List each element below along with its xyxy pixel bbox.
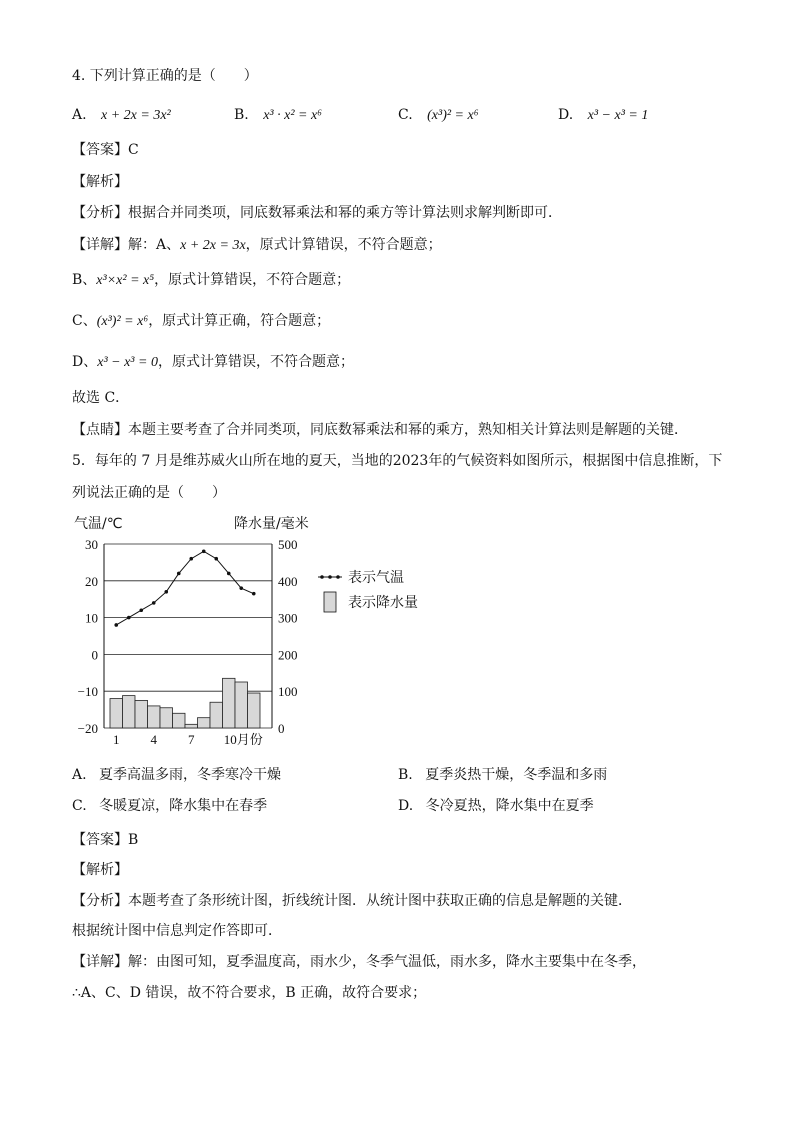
precip-bar xyxy=(173,713,186,728)
precip-bar xyxy=(223,678,236,728)
left-tick-label: −20 xyxy=(77,721,98,736)
q5-analysis-title: 【解析】 xyxy=(72,862,128,878)
legend-line-dot xyxy=(336,575,340,579)
x-tick-label: 1 xyxy=(113,732,120,747)
right-axis-title: 降水量/毫米 xyxy=(234,516,309,532)
q4-fenxi: 【分析】根据合并同类项，同底数幂乘法和幂的乘方等计算法则求解判断即可． xyxy=(72,205,562,221)
precip-bar xyxy=(148,706,161,728)
q5-option-b[interactable] xyxy=(398,765,607,785)
right-tick-label: 100 xyxy=(278,684,298,700)
q5-stem-line2: 列说法正确的是（ ） xyxy=(72,485,226,501)
temp-point xyxy=(202,550,206,554)
chart-legend xyxy=(318,569,418,612)
precip-bar xyxy=(235,682,248,728)
left-axis-title: 气温/℃ xyxy=(74,516,123,532)
left-tick-label: 30 xyxy=(85,537,98,552)
q4-detail-b xyxy=(72,270,350,291)
climate-chart xyxy=(66,510,446,750)
left-tick-label: 10 xyxy=(85,610,98,626)
option-expr: x³ − x³ = 1 xyxy=(587,108,649,123)
precip-bar xyxy=(248,693,261,728)
right-tick-label: 300 xyxy=(278,610,298,626)
detail-prefix: B、 xyxy=(72,272,97,288)
temp-point xyxy=(139,608,143,612)
option-letter: C. xyxy=(398,107,413,123)
q4-conclusion: 故选 C． xyxy=(72,390,130,406)
option-text: 夏季高温多雨，冬季寒冷干燥 xyxy=(99,767,282,783)
q4-stem: 4. 下列计算正确的是（ ） xyxy=(72,68,258,84)
detail-text: ，原式计算正确，符合题意； xyxy=(148,313,331,329)
detail-text: ，原式计算错误，不符合题意； xyxy=(245,237,442,253)
detail-expr: (x³)² = x⁶ xyxy=(96,314,149,329)
q5-detail2: ∴A、C、D 错误，故不符合要求，B 正确，故符合要求； xyxy=(72,985,427,1001)
temp-point xyxy=(189,557,193,561)
precipitation-bars xyxy=(110,678,260,728)
q4-option-a[interactable] xyxy=(72,105,171,126)
option-expr: x³ · x² = x⁶ xyxy=(263,108,323,123)
detail-text: ，原式计算错误，不符合题意； xyxy=(154,272,351,288)
precip-bar xyxy=(110,699,123,728)
q4-answer: 【答案】C xyxy=(72,142,139,158)
temp-point xyxy=(177,572,181,576)
legend-precip-label: 表示降水量 xyxy=(348,595,418,611)
detail-prefix: D、 xyxy=(72,354,98,370)
x-tick-label: 10月份 xyxy=(223,732,263,747)
q4-dianjing: 【点睛】本题主要考查了合并同类项，同底数幂乘法和幂的乘方，熟知相关计算法则是解题的关键． xyxy=(72,422,688,438)
precip-bar xyxy=(135,700,148,728)
left-tick-label: −10 xyxy=(77,684,98,700)
temp-polyline xyxy=(116,551,254,625)
option-text: 冬冷夏热，降水集中在夏季 xyxy=(425,798,594,814)
q4-option-b[interactable] xyxy=(234,105,322,126)
detail-prefix: C、 xyxy=(72,313,97,329)
option-letter: C. xyxy=(72,798,87,814)
chart-labels xyxy=(74,515,309,747)
option-letter: A. xyxy=(72,107,87,123)
option-letter: A. xyxy=(72,767,87,783)
legend-line-dot xyxy=(328,575,332,579)
option-letter: D. xyxy=(398,798,414,814)
q5-fenxi2: 根据统计图中信息判定作答即可． xyxy=(72,923,282,939)
right-tick-label: 200 xyxy=(278,647,298,663)
detail-prefix: 【详解】解：A、 xyxy=(72,237,181,253)
right-tick-label: 400 xyxy=(278,573,298,589)
q4-analysis-title: 【解析】 xyxy=(72,174,128,190)
precip-bar xyxy=(210,702,223,728)
legend-line-dot xyxy=(320,575,324,579)
option-expr: (x³)² = x⁶ xyxy=(427,108,479,123)
temp-point xyxy=(252,592,256,596)
legend-temp-label: 表示气温 xyxy=(348,570,404,586)
q5-detail: 【详解】解：由图可知，夏季温度高，雨水少，冬季气温低，雨水多，降水主要集中在冬季， xyxy=(72,954,646,970)
temp-point xyxy=(152,601,156,605)
option-letter: B. xyxy=(234,107,249,123)
temperature-line xyxy=(114,550,255,627)
left-tick-label: 20 xyxy=(85,573,98,589)
precip-bar xyxy=(123,696,136,728)
legend-bar-swatch xyxy=(324,592,336,612)
right-tick-label: 0 xyxy=(278,721,285,736)
q5-stem-line1: 5．每年的 7 月是维苏威火山所在地的夏天，当地的2023年的气候资料如图所示，根据图中信息推断，下 xyxy=(72,453,723,469)
x-tick-label: 7 xyxy=(188,732,195,747)
temp-point xyxy=(114,623,118,627)
temp-point xyxy=(164,590,168,594)
option-expr: x + 2x = 3x² xyxy=(101,108,171,123)
option-letter: D. xyxy=(558,107,574,123)
x-tick-label: 4 xyxy=(150,732,157,747)
option-letter: B. xyxy=(398,767,413,783)
q4-detail-d xyxy=(72,352,354,373)
option-text: 夏季炎热干燥，冬季温和多雨 xyxy=(425,767,608,783)
option-text: 冬暖夏凉，降水集中在春季 xyxy=(99,798,268,814)
temp-point xyxy=(214,557,218,561)
q4-detail-a xyxy=(72,235,442,256)
temp-point xyxy=(127,616,131,620)
q4-detail-c xyxy=(72,311,330,332)
q5-answer: 【答案】B xyxy=(72,832,139,848)
left-tick-label: 0 xyxy=(91,647,98,663)
q5-option-a[interactable] xyxy=(72,765,281,785)
temp-point xyxy=(239,586,243,590)
detail-expr: x + 2x = 3x xyxy=(180,238,246,253)
q4-option-d[interactable] xyxy=(558,105,648,126)
q5-fenxi: 【分析】本题考查了条形统计图，折线统计图．从统计图中获取正确的信息是解题的关键． xyxy=(72,893,632,909)
detail-expr: x³ − x³ = 0 xyxy=(97,355,158,370)
q5-option-d[interactable] xyxy=(398,796,594,816)
precip-bar xyxy=(185,724,198,728)
precip-bar xyxy=(160,708,173,728)
right-tick-label: 500 xyxy=(278,537,298,552)
q4-option-c[interactable] xyxy=(398,105,479,126)
temp-point xyxy=(227,572,231,576)
detail-expr: x³×x² = x⁵ xyxy=(96,273,155,288)
q5-option-c[interactable] xyxy=(72,796,267,816)
precip-bar xyxy=(198,718,211,728)
detail-text: ，原式计算错误，不符合题意； xyxy=(157,354,354,370)
